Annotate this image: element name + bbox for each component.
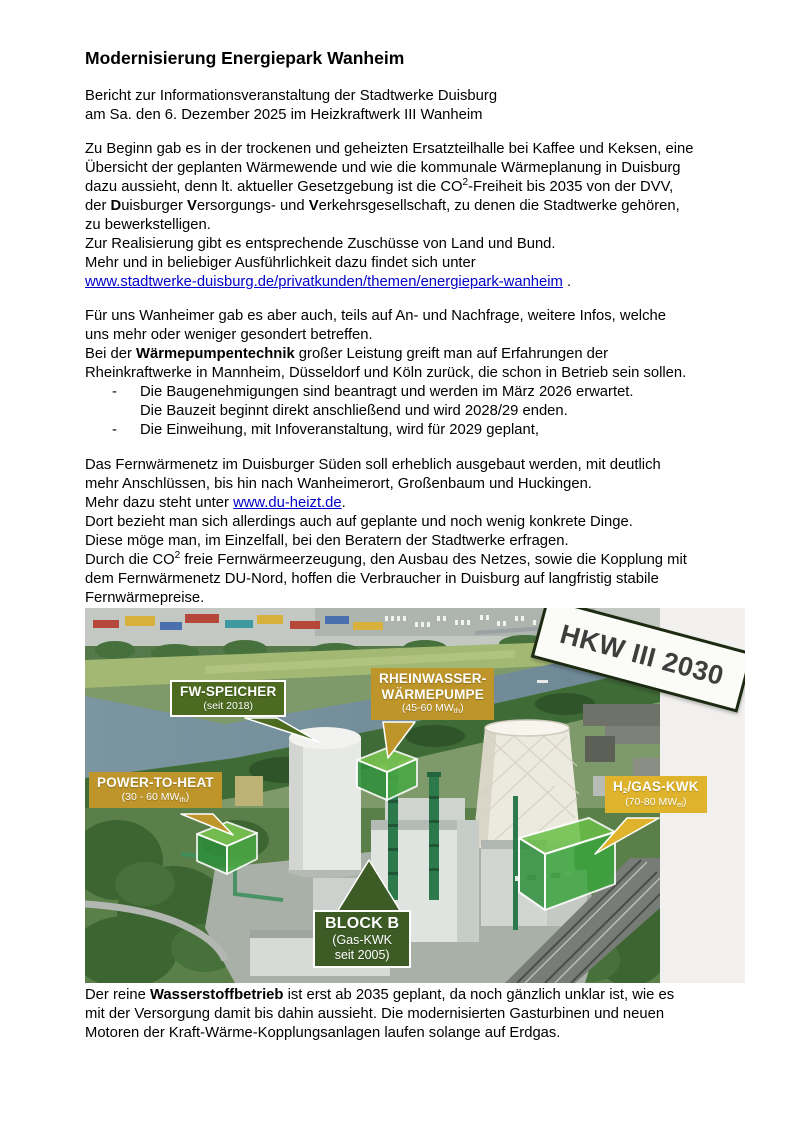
text-run: Rheinkraftwerke in Mannheim, Düsseldorf und Köln zurück, die schon in Betrieb sein sollen. [85,365,687,381]
text-run: Bericht zur Informationsveranstaltung der Stadtwerke Duisburg [85,88,498,104]
list-dash: - [112,384,117,400]
text-line [85,986,753,1005]
plant-aerial-photo [85,608,745,983]
text-line [85,551,753,570]
list-dash: - [112,422,117,438]
text-line [85,532,753,551]
label-subscript: el [677,799,683,809]
text-line [85,570,753,589]
label-subscript: 2 [622,786,628,795]
text-run: erkehrsgesellschaft, zu denen die Stadtwerke gehören, [318,198,680,214]
bold-run: V [187,198,197,214]
paragraph-fernwaerme [85,456,753,608]
text-run: Zu Beginn gab es in der trockenen und geheizten Ersatzteilhalle bei Kaffee und Keksen, eine [85,141,694,157]
text-run: uisburger [121,198,187,214]
text-line [85,216,753,235]
label-line: FW-SPEICHER [180,684,277,699]
text-run: . [562,274,572,290]
superscript: 2 [462,177,469,189]
text-run: freie Fernwärmeerzeugung, den Ausbau des Netzes, sowie die Kopplung mit [180,552,687,568]
text-run: -Freiheit bis 2035 von der DVV, [468,179,674,195]
label-run: (30 - 60 MW [121,790,180,803]
page-title: Modernisierung Energiepark Wanheim [85,48,405,68]
label-run: ) [460,702,464,715]
label-fw-speicher [170,680,286,717]
label-line [613,779,699,796]
text-run: Der reine [85,987,150,1003]
text-line [85,364,753,383]
text-run: Fernwärmepreise. [85,590,205,606]
text-run: zu bewerkstelligen. [85,217,211,233]
text-line [85,456,753,475]
text-run: . [341,495,346,511]
label-line [379,702,486,716]
label-run: H [613,779,623,794]
paragraph-wasserstoff [85,986,753,1043]
text-run: Durch die CO [85,552,175,568]
text-run: Die Bauzeit beginnt direkt anschließend und wird 2028/29 enden. [140,403,568,419]
text-run: am Sa. den 6. Dezember 2025 im Heizkraftwerk III Wanheim [85,107,483,123]
label-line: POWER-TO-HEAT [97,775,214,790]
text-run: großer Leistung greift man auf Erfahrungen der [294,346,609,362]
text-run: Motoren der Kraft-Wärme-Kopplungsanlagen laufen solange auf Erdgas. [85,1025,561,1041]
bold-run: V [308,198,319,214]
label-block-b [313,910,411,968]
bold-run: Wasserstoffbetrieb [149,987,284,1003]
label-h2-gas-kwk [605,776,707,813]
text-run: mehr Anschlüssen, bis hin nach Wanheimerort, Großenbaum und Huckingen. [85,476,592,492]
text-run: dazu aussieht, denn lt. aktueller Gesetzgebung ist die CO [85,179,463,195]
text-line [85,235,753,254]
label-line: RHEINWASSER- [379,671,487,686]
list-item [85,421,753,440]
label-line: (seit 2018) [203,699,254,712]
text-run: dem Fernwärmenetz DU-Nord, hoffen die Verbraucher in Duisburg auf langfristig stabile [85,571,659,587]
text-run: Zur Realisierung gibt es entsprechende Zuschüsse von Land und Bund. [85,236,556,252]
text-run: Dort bezieht man sich allerdings auch auf geplante und noch wenig konkrete Dinge. [85,514,633,530]
text-run: Die Einweihung, mit Infoveranstaltung, wird für 2029 geplant, [140,422,539,438]
text-line [85,589,753,608]
text-line [85,87,753,106]
text-run: ersorgungs- und [196,198,309,214]
label-subscript: th [179,794,186,804]
bold-run: Wärmepumpentechnik [136,346,295,362]
label-line: WÄRMEPUMPE [381,686,484,702]
label-run: (70-80 MW [625,795,678,808]
label-line: seit 2005) [334,947,390,962]
list-item [85,402,753,421]
superscript: 2 [174,550,181,562]
label-line [613,796,699,810]
label-line: (Gas-KWK [332,933,393,948]
text-line [85,197,753,216]
text-line [85,106,753,125]
text-line [85,513,753,532]
text-run: Mehr dazu steht unter [85,495,234,511]
label-line: BLOCK B [325,915,400,932]
du-heizt-link[interactable]: www.du-heizt.de [233,495,342,511]
text-run: mit der Versorgung damit bis dahin aussieht. Die modernisierten Gasturbinen und neuen [85,1006,665,1022]
text-run: ist erst ab 2035 geplant, da noch gänzlich unklar ist, wie es [283,987,675,1003]
subtitle-block [85,87,753,125]
label-run: ) [682,795,687,808]
label-run: (45-60 MW [401,702,454,715]
text-line [85,345,753,364]
list-item [85,383,753,402]
text-line [85,1005,753,1024]
label-line [97,791,214,805]
text-line [85,178,753,197]
text-run: Das Fernwärmenetz im Duisburger Süden soll erheblich ausgebaut werden, mit deutlich [85,457,661,473]
text-line [85,159,753,178]
text-line [85,494,753,513]
bold-run: D [110,198,122,214]
text-line [85,475,753,494]
text-run: Mehr und in beliebiger Ausführlichkeit dazu findet sich unter [85,255,476,271]
label-run: /GAS-KWK [627,779,699,794]
paragraph-intro [85,140,753,292]
hkw-2030-sign: HKW III 2030 [531,608,745,713]
text-line [85,273,753,292]
stadtwerke-link[interactable]: www.stadtwerke-duisburg.de/privatkunden/themen/energiepark-wanheim [85,274,563,290]
text-run: uns mehr oder weniger gesondert betreffen. [85,327,373,343]
paragraph-waermepumpe [85,307,753,440]
text-line [85,307,753,326]
text-line [85,326,753,345]
text-run: Bei der [85,346,136,362]
label-subscript: th [453,706,461,716]
label-power-to-heat [89,772,222,808]
text-run: Die Baugenehmigungen sind beantragt und werden im März 2026 erwartet. [140,384,634,400]
label-rheinwasser-waermepumpe [371,668,494,720]
text-line [85,254,753,273]
text-run: der [85,198,111,214]
text-run: Für uns Wanheimer gab es aber auch, teils auf An- und Nachfrage, weitere Infos, welche [85,308,666,324]
text-run: Übersicht der geplanten Wärmewende und wie die kommunale Wärmeplanung in Duisburg [85,160,681,176]
text-line [85,140,753,159]
text-run: Diese möge man, im Einzelfall, bei den Beratern der Stadtwerke erfragen. [85,533,569,549]
text-line [85,1024,753,1043]
label-run: ) [185,790,190,803]
